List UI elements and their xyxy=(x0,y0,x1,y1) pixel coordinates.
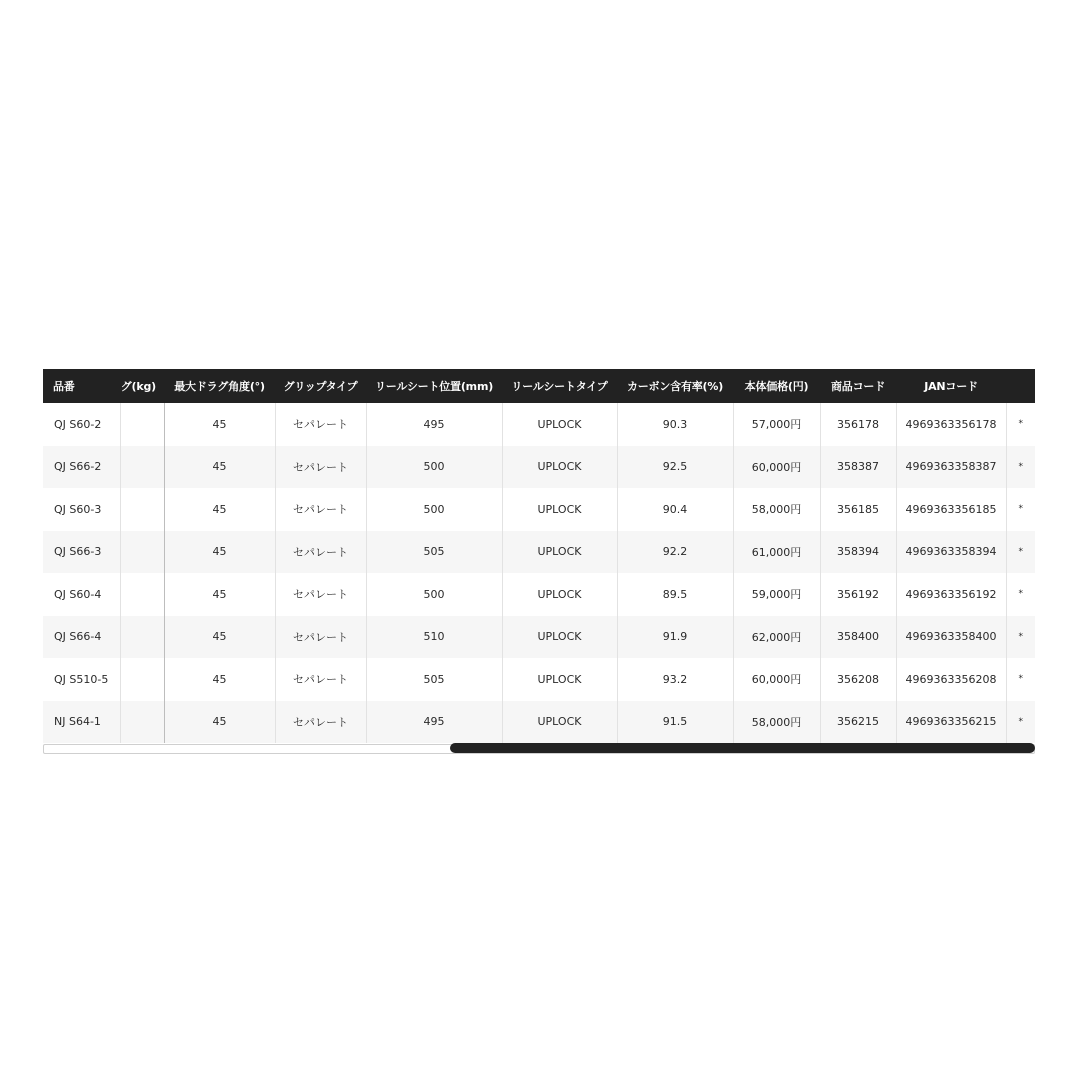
header-max-drag-angle: 最大ドラグ角度(°) xyxy=(164,369,275,403)
cell-product-code: 356192 xyxy=(820,573,896,616)
cell-drag-kg xyxy=(120,403,164,446)
cell-grip-type: セパレート xyxy=(275,616,366,659)
table-row xyxy=(43,573,1035,616)
cell-reel-seat-position: 500 xyxy=(366,488,502,531)
cell-grip-type: セパレート xyxy=(275,403,366,446)
cell-product-number: QJ S66-4 xyxy=(43,616,120,659)
cell-reel-seat-type: UPLOCK xyxy=(502,658,617,701)
cell-price: 62,000円 xyxy=(733,616,820,659)
cell-drag-kg xyxy=(120,573,164,616)
cell-grip-type: セパレート xyxy=(275,446,366,489)
cell-grip-type: セパレート xyxy=(275,488,366,531)
header-product-number: 品番 xyxy=(43,369,120,403)
cell-grip-type: セパレート xyxy=(275,531,366,574)
cell-drag-kg xyxy=(120,488,164,531)
cell-max-drag-angle: 45 xyxy=(164,658,275,701)
scrollbar-thumb[interactable] xyxy=(450,743,1035,753)
cell-extra: * xyxy=(1006,573,1035,616)
cell-max-drag-angle: 45 xyxy=(164,616,275,659)
cell-max-drag-angle: 45 xyxy=(164,701,275,744)
cell-product-number: QJ S66-2 xyxy=(43,446,120,489)
cell-price: 59,000円 xyxy=(733,573,820,616)
cell-price: 60,000円 xyxy=(733,446,820,489)
cell-jan-code: 4969363356192 xyxy=(896,573,1006,616)
cell-carbon-content: 90.3 xyxy=(617,403,733,446)
cell-carbon-content: 89.5 xyxy=(617,573,733,616)
cell-reel-seat-position: 505 xyxy=(366,658,502,701)
cell-drag-kg xyxy=(120,701,164,744)
cell-drag-kg xyxy=(120,616,164,659)
cell-max-drag-angle: 45 xyxy=(164,446,275,489)
header-reel-seat-type: リールシートタイプ xyxy=(502,369,617,403)
cell-product-code: 358387 xyxy=(820,446,896,489)
cell-reel-seat-type: UPLOCK xyxy=(502,403,617,446)
cell-jan-code: 4969363356185 xyxy=(896,488,1006,531)
cell-extra: * xyxy=(1006,658,1035,701)
header-price: 本体価格(円) xyxy=(733,369,820,403)
cell-product-number: QJ S66-3 xyxy=(43,531,120,574)
cell-reel-seat-position: 500 xyxy=(366,446,502,489)
cell-reel-seat-type: UPLOCK xyxy=(502,616,617,659)
header-grip-type: グリップタイプ xyxy=(275,369,366,403)
spec-table xyxy=(43,369,1035,743)
cell-product-code: 358400 xyxy=(820,616,896,659)
cell-jan-code: 4969363358400 xyxy=(896,616,1006,659)
table-row xyxy=(43,616,1035,659)
cell-grip-type: セパレート xyxy=(275,701,366,744)
cell-carbon-content: 91.9 xyxy=(617,616,733,659)
cell-grip-type: セパレート xyxy=(275,573,366,616)
cell-jan-code: 4969363358387 xyxy=(896,446,1006,489)
cell-reel-seat-type: UPLOCK xyxy=(502,573,617,616)
cell-carbon-content: 92.5 xyxy=(617,446,733,489)
table-row xyxy=(43,701,1035,744)
header-extra xyxy=(1006,369,1035,403)
cell-product-number: QJ S60-3 xyxy=(43,488,120,531)
cell-reel-seat-position: 505 xyxy=(366,531,502,574)
cell-product-code: 356185 xyxy=(820,488,896,531)
table-row xyxy=(43,446,1035,489)
cell-jan-code: 4969363358394 xyxy=(896,531,1006,574)
header-reel-seat-position: リールシート位置(mm) xyxy=(366,369,502,403)
cell-reel-seat-type: UPLOCK xyxy=(502,701,617,744)
cell-product-code: 356215 xyxy=(820,701,896,744)
cell-jan-code: 4969363356215 xyxy=(896,701,1006,744)
cell-price: 58,000円 xyxy=(733,488,820,531)
cell-reel-seat-position: 495 xyxy=(366,403,502,446)
cell-price: 61,000円 xyxy=(733,531,820,574)
cell-reel-seat-position: 495 xyxy=(366,701,502,744)
cell-max-drag-angle: 45 xyxy=(164,573,275,616)
cell-jan-code: 4969363356178 xyxy=(896,403,1006,446)
cell-product-code: 356208 xyxy=(820,658,896,701)
table-header-row xyxy=(43,369,1035,403)
cell-max-drag-angle: 45 xyxy=(164,488,275,531)
cell-max-drag-angle: 45 xyxy=(164,531,275,574)
cell-price: 57,000円 xyxy=(733,403,820,446)
table-row xyxy=(43,658,1035,701)
cell-reel-seat-position: 500 xyxy=(366,573,502,616)
cell-price: 58,000円 xyxy=(733,701,820,744)
cell-extra: * xyxy=(1006,701,1035,744)
cell-reel-seat-type: UPLOCK xyxy=(502,531,617,574)
cell-product-number: NJ S64-1 xyxy=(43,701,120,744)
cell-product-number: QJ S510-5 xyxy=(43,658,120,701)
cell-max-drag-angle: 45 xyxy=(164,403,275,446)
header-carbon-content: カーボン含有率(%) xyxy=(617,369,733,403)
table-body xyxy=(43,403,1035,743)
cell-product-code: 358394 xyxy=(820,531,896,574)
cell-reel-seat-type: UPLOCK xyxy=(502,488,617,531)
cell-drag-kg xyxy=(120,658,164,701)
cell-carbon-content: 93.2 xyxy=(617,658,733,701)
table-row xyxy=(43,403,1035,446)
header-drag-kg: グ(kg) xyxy=(120,369,164,403)
cell-drag-kg xyxy=(120,531,164,574)
cell-drag-kg xyxy=(120,446,164,489)
cell-carbon-content: 90.4 xyxy=(617,488,733,531)
cell-extra: * xyxy=(1006,446,1035,489)
header-jan-code: JANコード xyxy=(896,369,1006,403)
cell-grip-type: セパレート xyxy=(275,658,366,701)
table-row xyxy=(43,488,1035,531)
cell-extra: * xyxy=(1006,616,1035,659)
cell-product-number: QJ S60-4 xyxy=(43,573,120,616)
cell-reel-seat-position: 510 xyxy=(366,616,502,659)
cell-extra: * xyxy=(1006,488,1035,531)
cell-carbon-content: 92.2 xyxy=(617,531,733,574)
header-product-code: 商品コード xyxy=(820,369,896,403)
cell-product-number: QJ S60-2 xyxy=(43,403,120,446)
cell-price: 60,000円 xyxy=(733,658,820,701)
horizontal-scrollbar[interactable] xyxy=(43,743,1035,754)
cell-product-code: 356178 xyxy=(820,403,896,446)
cell-jan-code: 4969363356208 xyxy=(896,658,1006,701)
cell-extra: * xyxy=(1006,531,1035,574)
cell-extra: * xyxy=(1006,403,1035,446)
table-row xyxy=(43,531,1035,574)
spec-table-container xyxy=(43,369,1035,754)
cell-carbon-content: 91.5 xyxy=(617,701,733,744)
cell-reel-seat-type: UPLOCK xyxy=(502,446,617,489)
